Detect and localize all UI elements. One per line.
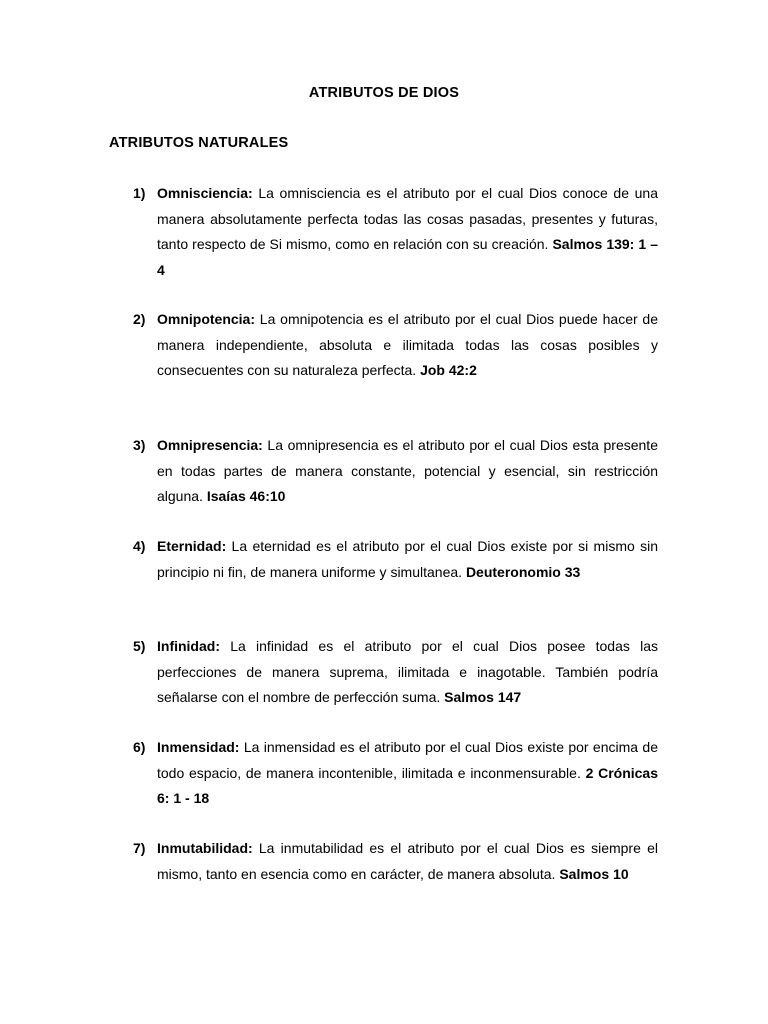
item-description: La inmensidad es el atributo por el cual Dios existe por encima de todo espacio, de manera incontenible, ilimitada e inconmensurable. — [157, 739, 658, 781]
item-description: La inmutabilidad es el atributo por el cual Dios es siempre el mismo, tanto en esencia como en carácter, de manera absoluta. — [157, 840, 658, 882]
item-paragraph — [157, 634, 658, 711]
item-number: 2) — [133, 311, 146, 327]
item-paragraph — [157, 181, 658, 283]
item-description: La eternidad es el atributo por el cual Dios existe por si mismo sin principio ni fin, de manera uniforme y simultanea. — [157, 538, 658, 580]
item-paragraph — [157, 735, 658, 812]
item-description: La omnisciencia es el atributo por el cual Dios conoce de una manera absolutamente perfecta todas las cosas pasadas, presentes y futuras, tanto respecto de Si mismo, como en relación con su creación. — [157, 185, 658, 252]
item-reference: Salmos 147 — [444, 689, 522, 705]
item-term: Inmutabilidad: — [157, 840, 253, 856]
item-paragraph — [157, 433, 658, 510]
item-description: La omnipresencia es el atributo por el cual Dios esta presente en todas partes de manera constante, potencial y esencial, sin restricción alguna. — [157, 437, 658, 504]
item-paragraph — [157, 534, 658, 585]
item-term: Eternidad: — [157, 538, 227, 554]
item-description: La omnipotencia es el atributo por el cual Dios puede hacer de manera independiente, absoluta e ilimitada todas las cosas posibles y consecuentes con su naturaleza perfecta. — [157, 311, 658, 378]
item-number: 7) — [133, 840, 146, 856]
item-reference: 2 Crónicas 6: 1 - 18 — [157, 764, 658, 806]
item-reference: Salmos 139: 1 – 4 — [157, 236, 658, 278]
item-term: Omnipresencia: — [157, 437, 263, 453]
item-number: 5) — [133, 638, 146, 654]
item-reference: Isaías 46:10 — [206, 488, 286, 504]
item-term: Infinidad: — [157, 638, 220, 654]
item-reference: Deuteronomio 33 — [465, 563, 581, 580]
item-number: 1) — [133, 185, 146, 201]
item-number: 6) — [133, 739, 146, 755]
item-number: 4) — [133, 538, 146, 554]
item-term: Omnisciencia: — [157, 185, 253, 201]
item-term: Inmensidad: — [157, 739, 240, 755]
item-paragraph — [157, 307, 658, 384]
document-title: ATRIBUTOS DE DIOS — [308, 85, 460, 101]
item-term: Omnipotencia: — [157, 311, 256, 327]
section-heading: ATRIBUTOS NATURALES — [109, 135, 289, 151]
item-reference: Job 42:2 — [420, 362, 477, 378]
item-number: 3) — [133, 437, 146, 453]
item-reference: Salmos 10 — [559, 865, 629, 882]
item-description: La infinidad es el atributo por el cual Dios posee todas las perfecciones de manera suprema, ilimitada e inagotable. También podría señalarse con el nombre de perfección suma. — [157, 638, 658, 705]
item-paragraph — [157, 836, 658, 887]
